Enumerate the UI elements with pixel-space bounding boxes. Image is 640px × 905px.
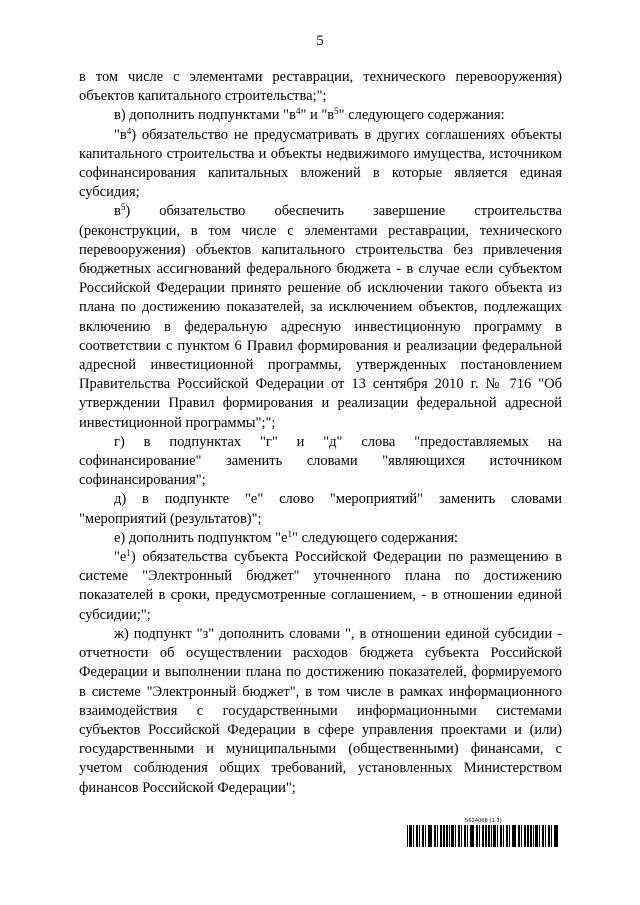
- paragraph-5: г) в подпунктах "г" и "д" слова "предоставляемых на софинансирование" заменить словами "являющихся источником софинансирования";: [79, 433, 562, 489]
- paragraph-6: д) в подпункте "е" слово "мероприятий" заменить словами "мероприятий (результатов)";: [79, 491, 562, 527]
- paragraph-2-part-3: " следующего содержания:: [338, 107, 505, 124]
- document-body: [79, 68, 562, 798]
- superscript-1: 1: [287, 528, 293, 539]
- paragraph-3-part-2: ) обязательство не предусматривать в других соглашениях объекты капитального строительства и объекты недвижимого имущества, источником софинансирования капитальных вложений в которые является единая субсидия;: [79, 126, 562, 201]
- paragraph-8-part-1: "е: [114, 549, 127, 566]
- paragraph-3: [79, 126, 562, 203]
- superscript-4: 4: [126, 125, 132, 136]
- superscript-5: 5: [334, 106, 339, 117]
- barcode-image: [407, 825, 560, 847]
- paragraph-7: [79, 529, 562, 548]
- paragraph-2-part-1: в) дополнить подпунктами "в: [114, 107, 296, 124]
- paragraph-8-part-2: ) обязательства субъекта Российской Федерации по размещению в системе "Электронный бюджет" уточненного плана по достижению показателей в сроки, предусмотренные соглашением, - в отношении единой субсидии;";: [79, 549, 562, 623]
- superscript-4: 4: [295, 106, 301, 117]
- paragraph-9: ж) подпункт "з" дополнить словами ", в отношении единой субсидии - отчетности об осуществлении расходов бюджета субъекта Российской Федерации и выполнении плана по достижению показателей, формируемого в системе "Электронный бюджет", в том числе в рамках информационного взаимодействия с государственными информационными системами субъектов Российской Федерации в сфере управления проектами и (или) государственными и муниципальными (общественными) финансами, с учетом соблюдения общих требований, установленных Министерством финансов Российской Федерации";: [79, 625, 562, 796]
- superscript-1: 1: [126, 548, 131, 559]
- barcode-block: [407, 818, 560, 847]
- paragraph-2-part-2: " и "в: [300, 107, 335, 124]
- paragraph-4-part-2: ) обязательство обеспечить завершение строительства (реконструкции, в том числе с элементами реставрации, технического перевооружения) объектов капитального строительства без привлечения бюджетных ассигнований федерального бюджета - в случае если субъектом Российской Федерации принято решение об исключении такого объекта из плана по достижению показателей, за исключением объектов, подлежащих включению в федеральную адресную инвестиционную программу в соответствии с пунктом 6 Правил формирования и реализации федеральной адресной инвестиционной программы, утвержденных постановлением Правительства Российской Федерации от 13 сентября 2010 г. № 716 "Об утверждении Правил формирования и реализации федеральной адресной инвестиционной программы";";: [79, 203, 562, 431]
- superscript-5: 5: [120, 202, 126, 213]
- paragraph-4-part-1: в: [114, 203, 121, 220]
- paragraph-7-part-2: " следующего содержания:: [292, 529, 459, 546]
- page-number: 5: [316, 33, 324, 49]
- paragraph-1: в том числе с элементами реставрации, технического перевооружения) объектов капитального строительства;";: [79, 69, 562, 105]
- barcode-code: 5624068 (1.1): [465, 818, 502, 824]
- paragraph-7-part-1: е) дополнить подпунктом "е: [114, 529, 288, 546]
- paragraph-4: [79, 202, 562, 432]
- paragraph-8: [79, 548, 562, 625]
- paragraph-3-part-1: "в: [114, 126, 127, 143]
- paragraph-2: [79, 106, 562, 125]
